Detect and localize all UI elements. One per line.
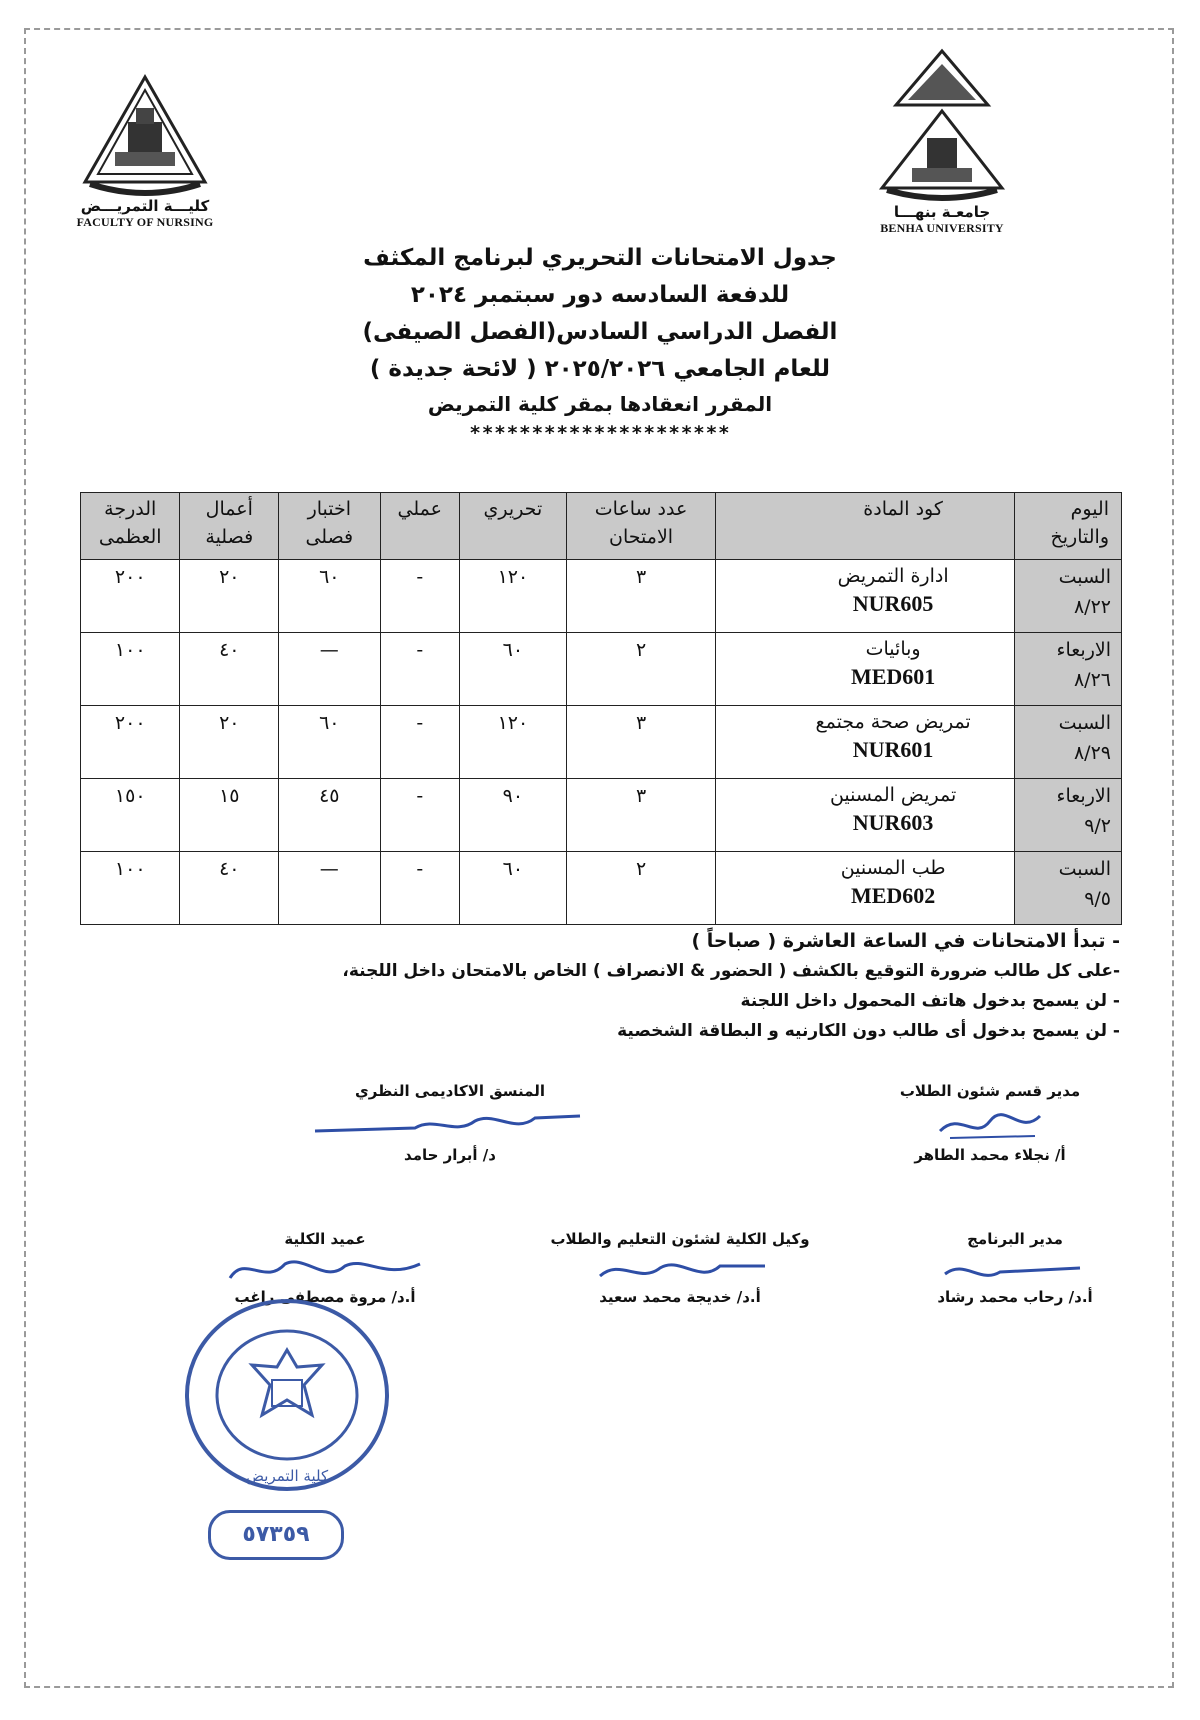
- signature-role: وكيل الكلية لشئون التعليم والطلاب: [550, 1230, 810, 1248]
- coursework-cell: ٢٠: [180, 560, 279, 633]
- hours-cell: ٢: [566, 852, 716, 925]
- document-header: [250, 240, 950, 446]
- quiz-cell: ٦٠: [279, 560, 380, 633]
- max-score-cell: ٢٠٠: [81, 706, 180, 779]
- header-semester: الفصل الدراسي السادس(الفصل الصيفى): [362, 319, 838, 345]
- header-quiz: اختبار فصلى: [279, 493, 380, 560]
- header-batch: للدفعة السادسه دور سبتمبر ٢٠٢٤: [410, 282, 790, 308]
- pyramid-emblem-icon: [80, 72, 210, 197]
- table-row: [81, 852, 1122, 925]
- max-score-cell: ١٠٠: [81, 852, 180, 925]
- faculty-of-nursing-logo: [75, 72, 215, 230]
- coursework-cell: ٤٠: [180, 633, 279, 706]
- quiz-cell: —: [279, 852, 380, 925]
- written-cell: ١٢٠: [460, 706, 567, 779]
- signature-role: المنسق الاكاديمى النظري: [355, 1082, 545, 1100]
- signature-program-director: [900, 1230, 1130, 1306]
- signature-name: أ/ نجلاء محمد الطاهر: [914, 1146, 1066, 1164]
- handwritten-signature-icon: [920, 1106, 1060, 1146]
- note-no-phones: - لن يسمح بدخول هاتف المحمول داخل اللجنة: [740, 991, 1120, 1011]
- faculty-english-name: FACULTY OF NURSING: [76, 215, 214, 229]
- signature-role: مدير قسم شئون الطلاب: [899, 1082, 1081, 1100]
- university-english-name: BENHA UNIVERSITY: [880, 221, 1004, 235]
- header-title: جدول الامتحانات التحريري لبرنامج المكثف: [363, 245, 837, 271]
- note-id-required: - لن يسمح بدخول أى طالب دون الكارنيه و البطاقة الشخصية: [617, 1021, 1120, 1041]
- quiz-cell: ٤٥: [279, 779, 380, 852]
- course-cell: وبائيات MED601: [716, 633, 1014, 706]
- small-pyramid-icon: [892, 48, 992, 108]
- signature-name: د/ أبرار حامد: [404, 1146, 496, 1164]
- header-coursework: أعمال فصلية: [180, 493, 279, 560]
- signature-vice-dean: [510, 1230, 850, 1306]
- day-date-cell: السبت ٨/٢٩: [1014, 706, 1121, 779]
- signature-role: عميد الكلية: [284, 1230, 366, 1248]
- course-cell: طب المسنين MED602: [716, 852, 1014, 925]
- written-cell: ٦٠: [460, 852, 567, 925]
- pyramid-emblem-icon: [877, 108, 1007, 203]
- written-cell: ١٢٠: [460, 560, 567, 633]
- practical-cell: -: [380, 706, 460, 779]
- exam-notes: [120, 926, 1120, 1046]
- hours-cell: ٢: [566, 633, 716, 706]
- table-row: [81, 633, 1122, 706]
- signature-role: مدير البرنامج: [967, 1230, 1063, 1248]
- header-exam-hours: عدد ساعات الامتحان: [566, 493, 716, 560]
- header-day-date: اليوم والتاريخ: [1014, 493, 1121, 560]
- note-start-time: - تبدأ الامتحانات في الساعة العاشرة ( صباحاً ): [691, 930, 1120, 952]
- course-cell: تمريض المسنين NUR603: [716, 779, 1014, 852]
- written-cell: ٦٠: [460, 633, 567, 706]
- table-row: [81, 560, 1122, 633]
- day-date-cell: السبت ٨/٢٢: [1014, 560, 1121, 633]
- practical-cell: -: [380, 852, 460, 925]
- hours-cell: ٣: [566, 560, 716, 633]
- max-score-cell: ٢٠٠: [81, 560, 180, 633]
- hours-cell: ٣: [566, 779, 716, 852]
- signature-name: أ.د/ رحاب محمد رشاد: [937, 1288, 1093, 1306]
- benha-university-logo: [872, 48, 1012, 236]
- signature-name: أ.د/ خديجة محمد سعيد: [599, 1288, 761, 1306]
- course-cell: تمريض صحة مجتمع NUR601: [716, 706, 1014, 779]
- signature-academic-coordinator: [290, 1082, 610, 1164]
- official-stamp: [182, 1295, 392, 1499]
- max-score-cell: ١٠٠: [81, 633, 180, 706]
- header-stars-divider: *********************: [469, 422, 731, 444]
- header-max-score: الدرجة العظمى: [81, 493, 180, 560]
- practical-cell: -: [380, 560, 460, 633]
- stamp-serial-number: ٥٧٣٥٩: [208, 1510, 344, 1560]
- max-score-cell: ١٥٠: [81, 779, 180, 852]
- coursework-cell: ١٥: [180, 779, 279, 852]
- exam-schedule-table: [80, 492, 1122, 925]
- university-arabic-name: جامعـة بنهـــا: [893, 203, 991, 221]
- header-course-code: كود المادة: [716, 493, 1014, 560]
- quiz-cell: —: [279, 633, 380, 706]
- faculty-arabic-name: كليـــة التمريـــض: [80, 197, 210, 215]
- handwritten-signature-icon: [305, 1106, 595, 1146]
- table-header-row: [81, 493, 1122, 560]
- header-practical: عملي: [380, 493, 460, 560]
- day-date-cell: الاربعاء ٩/٢: [1014, 779, 1121, 852]
- header-academic-year: للعام الجامعي ٢٠٢٥/٢٠٢٦ ( لائحة جديدة ): [369, 356, 831, 382]
- table-row: [81, 779, 1122, 852]
- hours-cell: ٣: [566, 706, 716, 779]
- header-location: المقرر انعقادها بمقر كلية التمريض: [427, 392, 773, 416]
- handwritten-signature-icon: [930, 1254, 1100, 1288]
- handwritten-signature-icon: [580, 1254, 780, 1288]
- practical-cell: -: [380, 633, 460, 706]
- coursework-cell: ٤٠: [180, 852, 279, 925]
- eagle-seal-icon: [182, 1295, 392, 1495]
- quiz-cell: ٦٠: [279, 706, 380, 779]
- day-date-cell: السبت ٩/٥: [1014, 852, 1121, 925]
- day-date-cell: الاربعاء ٨/٢٦: [1014, 633, 1121, 706]
- written-cell: ٩٠: [460, 779, 567, 852]
- practical-cell: -: [380, 779, 460, 852]
- note-attendance: -على كل طالب ضرورة التوقيع بالكشف ( الحضور & الانصراف ) الخاص بالامتحان داخل اللجنة،: [342, 961, 1120, 981]
- table-row: [81, 706, 1122, 779]
- handwritten-signature-icon: [215, 1254, 435, 1288]
- course-cell: ادارة التمريض NUR605: [716, 560, 1014, 633]
- stamp-text: كلية التمريض: [245, 1467, 329, 1485]
- signature-student-affairs: [860, 1082, 1120, 1164]
- coursework-cell: ٢٠: [180, 706, 279, 779]
- signature-name: أ.د/ مروة مصطفى راغب: [234, 1288, 416, 1306]
- header-written: تحريري: [460, 493, 567, 560]
